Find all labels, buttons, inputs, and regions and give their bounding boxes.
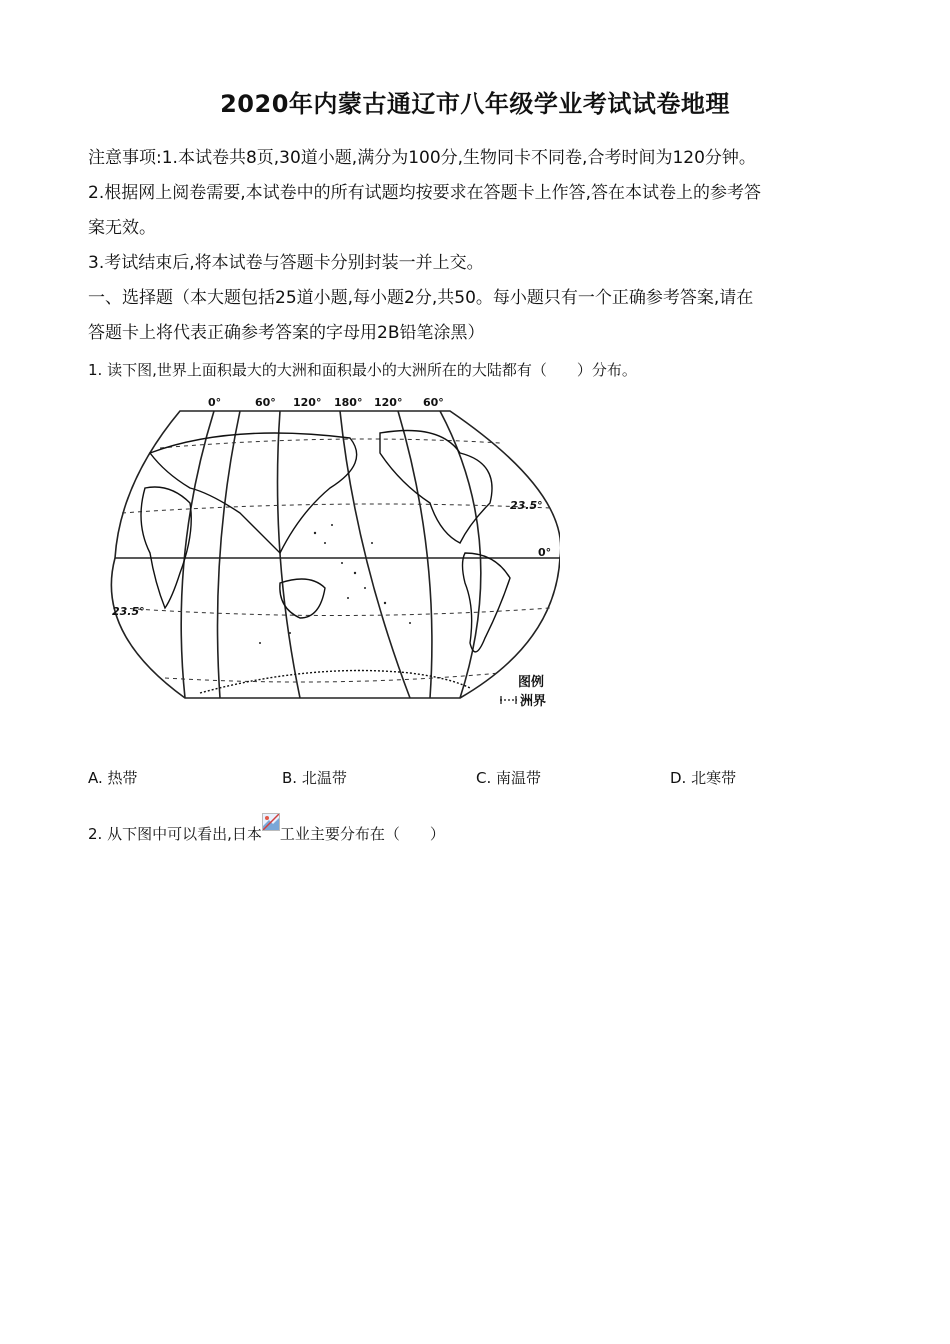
option-b[interactable] (282, 767, 347, 788)
lat-label-left-tropic: 23.5° (112, 605, 145, 618)
option-a-letter: A. (88, 769, 103, 787)
legend-boundary-symbol (500, 696, 517, 704)
legend-title: 图例 (518, 675, 545, 690)
option-b-text: 北温带 (301, 769, 347, 787)
world-map-figure (110, 393, 560, 713)
eurasia-outline (150, 433, 357, 553)
option-d-text: 北寒带 (691, 769, 737, 787)
africa-outline (141, 487, 191, 608)
option-c-letter: C. (476, 769, 492, 787)
australia-outline (280, 579, 325, 618)
notice-line-2: 2.根据网上阅卷需要,本试卷中的所有试题均按要求在答题卡上作答,答在本试卷上的参考答 (88, 183, 762, 203)
question-2-text (88, 813, 445, 844)
notice-line-3: 案无效。 (88, 218, 156, 238)
option-c-text: 南温带 (496, 769, 542, 787)
page-title: 2020年内蒙古通辽市八年级学业考试试卷地理 (220, 90, 730, 118)
option-b-letter: B. (282, 769, 298, 787)
lat-label-equator: 0° (538, 546, 552, 559)
question-1-text: 1. 读下图,世界上面积最大的大洲和面积最小的大洲所在的大陆都有（ ）分布。 (88, 361, 637, 379)
section-heading-line-2: 答题卡上将代表正确参考答案的字母用2B铅笔涂黑） (88, 323, 485, 343)
section-heading-line-1: 一、选择题（本大题包括25道小题,每小题2分,共50。每小题只有一个正确参考答案,请在 (88, 288, 754, 308)
map-frame (111, 411, 560, 698)
lon-label-60: 60° (255, 396, 276, 409)
lon-label-120w: 120° (374, 396, 403, 409)
option-a-text: 热带 (107, 769, 138, 787)
lon-label-180: 180° (334, 396, 363, 409)
question-2-text-after: 工业主要分布在（ ） (279, 825, 445, 843)
option-a[interactable] (88, 767, 138, 788)
option-c[interactable] (476, 767, 541, 788)
lon-label-60w: 60° (423, 396, 444, 409)
question-2-text-before: 2. 从下图中可以看出,日本 (88, 825, 262, 843)
north-america-outline (380, 431, 492, 544)
notice-line-4: 3.考试结束后,将本试卷与答题卡分别封装一并上交。 (88, 253, 484, 273)
notice-line-1: 注意事项:1.本试卷共8页,30道小题,满分为100分,生物同卡不同卷,合考时间为120分钟。 (88, 148, 756, 168)
option-d-letter: D. (670, 769, 687, 787)
lon-label-120: 120° (293, 396, 322, 409)
lon-label-0: 0° (208, 396, 222, 409)
legend-item-label: 洲界 (520, 694, 547, 709)
lat-label-right-tropic: 23.5° (510, 499, 543, 512)
south-america-outline (463, 553, 511, 652)
broken-image-icon (262, 813, 280, 831)
option-d[interactable] (670, 767, 736, 788)
